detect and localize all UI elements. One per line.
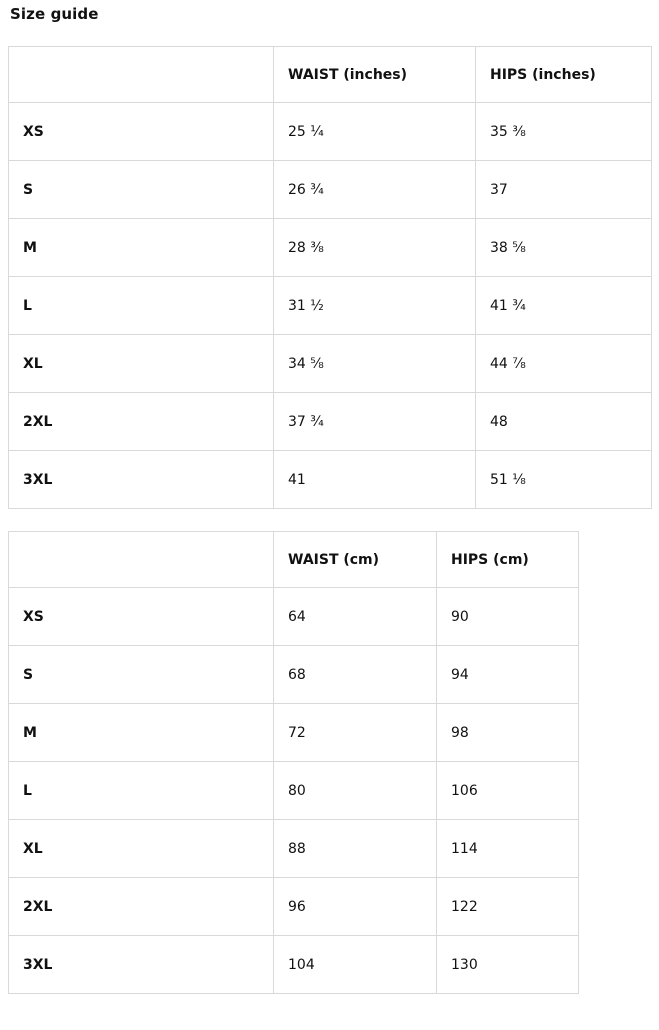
table-row <box>9 704 579 762</box>
row-label: 2XL <box>9 393 274 451</box>
row-label: M <box>9 219 274 277</box>
table-row <box>9 277 652 335</box>
cell-waist: 34 ⅝ <box>274 335 476 393</box>
cell-waist: 64 <box>274 588 437 646</box>
column-header-size <box>9 47 274 103</box>
size-guide-page <box>0 4 659 994</box>
cell-hips: 41 ¾ <box>476 277 652 335</box>
table-row <box>9 936 579 994</box>
table-row <box>9 161 652 219</box>
table-row <box>9 646 579 704</box>
table-row <box>9 393 652 451</box>
cell-hips: 130 <box>437 936 579 994</box>
table-row <box>9 335 652 393</box>
cell-hips: 94 <box>437 646 579 704</box>
column-header-hips: HIPS (inches) <box>476 47 652 103</box>
column-header-waist: WAIST (cm) <box>274 532 437 588</box>
cell-hips: 35 ⅜ <box>476 103 652 161</box>
page-title: Size guide <box>10 5 99 23</box>
table-row <box>9 878 579 936</box>
table-row <box>9 820 579 878</box>
row-label: S <box>9 161 274 219</box>
table-row <box>9 588 579 646</box>
cell-hips: 37 <box>476 161 652 219</box>
row-label: XL <box>9 820 274 878</box>
size-table-cm <box>8 531 579 994</box>
table-row <box>9 103 652 161</box>
row-label: XS <box>9 103 274 161</box>
cell-waist: 68 <box>274 646 437 704</box>
cell-waist: 37 ¾ <box>274 393 476 451</box>
cell-waist: 41 <box>274 451 476 509</box>
row-label: XL <box>9 335 274 393</box>
cell-waist: 26 ¾ <box>274 161 476 219</box>
cell-waist: 72 <box>274 704 437 762</box>
cell-waist: 31 ½ <box>274 277 476 335</box>
cell-hips: 122 <box>437 878 579 936</box>
column-header-hips: HIPS (cm) <box>437 532 579 588</box>
row-label: 2XL <box>9 878 274 936</box>
row-label: 3XL <box>9 936 274 994</box>
cell-hips: 90 <box>437 588 579 646</box>
cell-hips: 106 <box>437 762 579 820</box>
cell-waist: 28 ⅜ <box>274 219 476 277</box>
cell-hips: 44 ⅞ <box>476 335 652 393</box>
cell-hips: 48 <box>476 393 652 451</box>
cell-hips: 51 ⅛ <box>476 451 652 509</box>
row-label: L <box>9 277 274 335</box>
cell-hips: 38 ⅝ <box>476 219 652 277</box>
table-row <box>9 219 652 277</box>
cell-waist: 25 ¼ <box>274 103 476 161</box>
size-table-inches <box>8 46 652 509</box>
row-label: XS <box>9 588 274 646</box>
row-label: 3XL <box>9 451 274 509</box>
table-row <box>9 451 652 509</box>
cell-waist: 88 <box>274 820 437 878</box>
row-label: S <box>9 646 274 704</box>
column-header-waist: WAIST (inches) <box>274 47 476 103</box>
table-row <box>9 762 579 820</box>
cell-hips: 114 <box>437 820 579 878</box>
table-header-row <box>9 532 579 588</box>
cell-waist: 96 <box>274 878 437 936</box>
table-header-row <box>9 47 652 103</box>
cell-hips: 98 <box>437 704 579 762</box>
row-label: M <box>9 704 274 762</box>
cell-waist: 80 <box>274 762 437 820</box>
cell-waist: 104 <box>274 936 437 994</box>
row-label: L <box>9 762 274 820</box>
column-header-size <box>9 532 274 588</box>
